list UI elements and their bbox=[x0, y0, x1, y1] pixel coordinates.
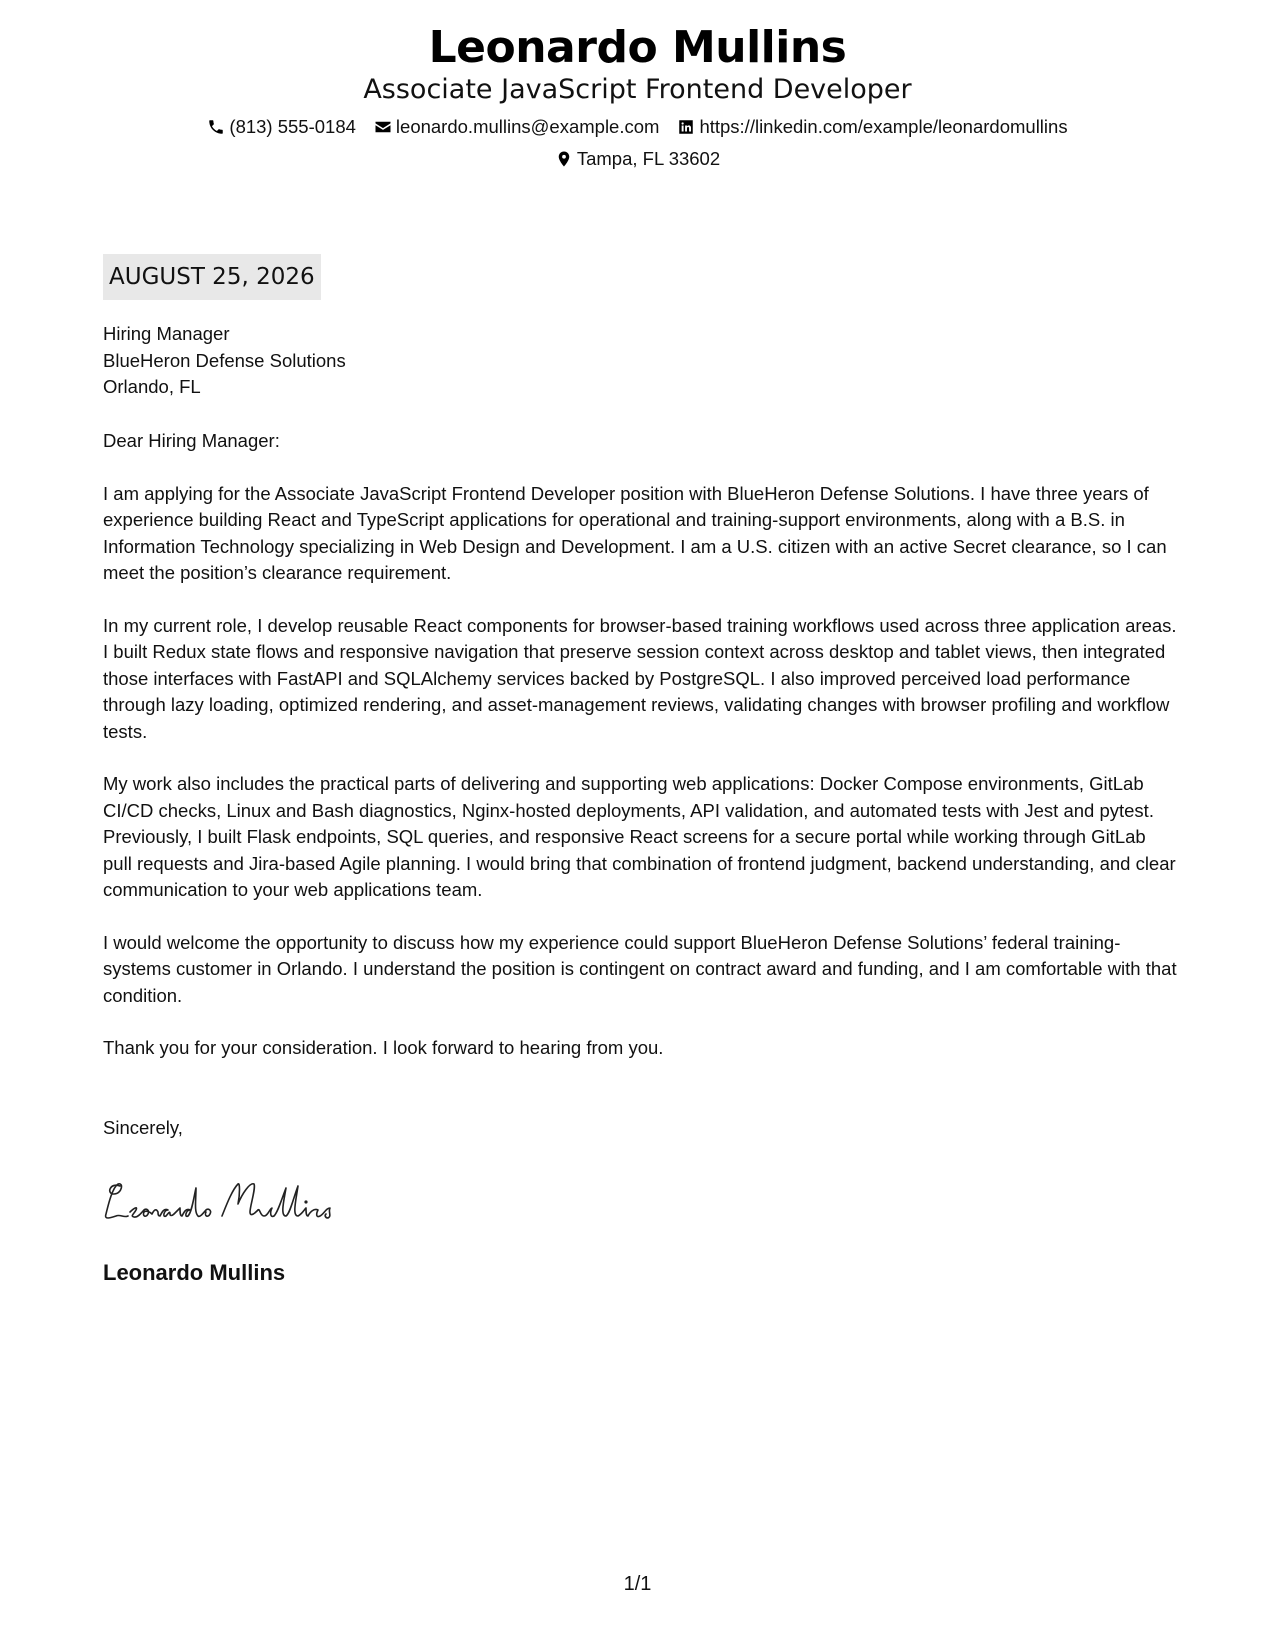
location-text: Tampa, FL 33602 bbox=[576, 148, 721, 169]
recipient-block bbox=[103, 321, 346, 401]
letter-body bbox=[103, 428, 1178, 1088]
letterhead bbox=[0, 22, 1275, 172]
signer-name: Leonardo Mullins bbox=[103, 1260, 286, 1285]
page-number: 1/1 bbox=[623, 1573, 652, 1595]
salutation: Dear Hiring Manager: bbox=[103, 430, 280, 451]
linkedin-icon bbox=[677, 118, 695, 136]
recipient-line: Orlando, FL bbox=[103, 376, 201, 397]
applicant-title: Associate JavaScript Frontend Developer bbox=[363, 74, 912, 105]
phone-text: (813) 555-0184 bbox=[229, 116, 356, 137]
handwritten-signature bbox=[100, 1172, 370, 1232]
contact-phone bbox=[207, 114, 356, 140]
contact-location bbox=[555, 146, 720, 172]
body-paragraph: In my current role, I develop reusable React components for browser-based training workflows used across three application areas. I built Redux state flows and responsive navigation that preserve session context across desktop and tablet views, then integrated those interfaces with FastAPI and SQLAlchemy services backed by PostgreSQL. I also improved perceived load performance through lazy loading, optimized rendering, and asset-management reviews, validating changes with browser profiling and workflow tests. bbox=[103, 614, 1177, 742]
contact-linkedin[interactable] bbox=[677, 114, 1067, 140]
applicant-name: Leonardo Mullins bbox=[428, 22, 847, 73]
body-paragraph: I would welcome the opportunity to discuss how my experience could support BlueHeron Defense Solutions’ federal training-systems customer in Orlando. I understand the position is contingent on contract award and funding, and I am comfortable with that condition. bbox=[103, 931, 1177, 1006]
email-text[interactable]: leonardo.mullins@example.com bbox=[395, 116, 660, 137]
recipient-line: Hiring Manager bbox=[103, 323, 230, 344]
linkedin-text[interactable]: https://linkedin.com/example/leonardomullins bbox=[699, 116, 1068, 137]
contact-email[interactable] bbox=[374, 114, 660, 140]
body-paragraph: My work also includes the practical parts of delivering and supporting web applications: Docker Compose environments, GitLab CI/CD checks, Linux and Bash diagnostics, Nginx-hosted deployments, API validation, and automated tests with Jest and pytest. Previously, I built Flask endpoints, SQL queries, and responsive React screens for a secure portal while working through GitLab pull requests and Jira-based Agile planning. I would bring that combination of frontend judgment, backend understanding, and clear communication to your web applications team. bbox=[103, 773, 1176, 900]
phone-icon bbox=[207, 118, 225, 136]
body-paragraph: I am applying for the Associate JavaScript Frontend Developer position with BlueHeron Defense Solutions. I have three years of experience building React and TypeScript applications for operational and training-support environments, along with a B.S. in Information Technology specializing in Web Design and Development. I am a U.S. citizen with an active Secret clearance, so I can meet the position’s clearance requirement. bbox=[103, 482, 1167, 583]
closing: Sincerely, bbox=[103, 1117, 183, 1138]
body-paragraph: Thank you for your consideration. I look forward to hearing from you. bbox=[103, 1037, 664, 1058]
letter-date: AUGUST 25, 2026 bbox=[103, 254, 321, 300]
contact-row bbox=[0, 114, 1275, 140]
recipient-line: BlueHeron Defense Solutions bbox=[103, 349, 346, 371]
contact-row-location bbox=[0, 146, 1275, 172]
map-pin-icon bbox=[555, 150, 573, 168]
envelope-icon bbox=[374, 118, 392, 136]
